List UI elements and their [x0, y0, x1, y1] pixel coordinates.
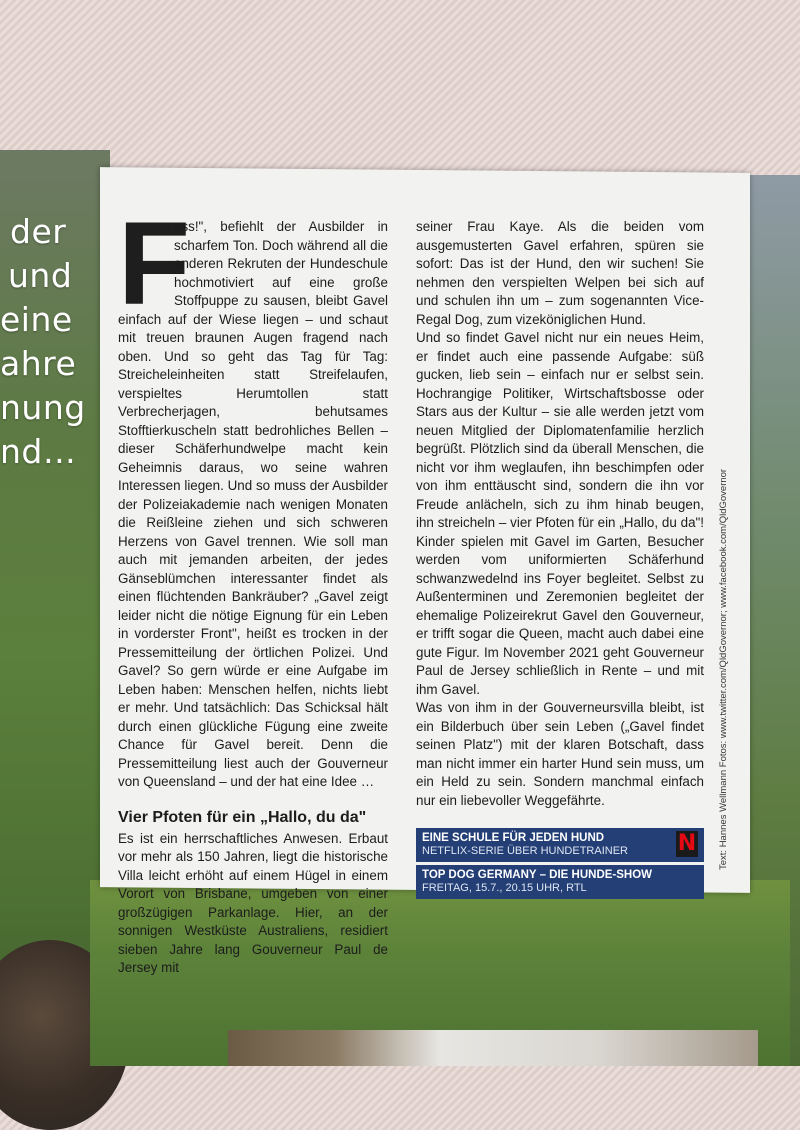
tv-tip-rtl [416, 865, 704, 899]
netflix-logo-icon: N [677, 831, 697, 856]
body-paragraph: Was von ihm in der Gouverneursvilla bleibt, ist ein Bilderbuch über sein Leben („Gavel findet seinen Platz") mit der klaren Botschaft, dass man nicht immer ein harter Hund sein muss, um ein Held zu sein. Sondern manchmal einfach nur ein liebevoller Weggefährte. [416, 700, 704, 808]
body-paragraph: Und so findet Gavel nicht nur ein neues Heim, er findet auch eine passende Aufgabe: süß gucken, lieb sein – einfach nur er selbst sein. Hochrangige Politiker, Wirtschaftsbosse oder Stars aus der Kultur – sie alle werden jetzt vom neuen Mitglied der Diplomatenfamilie herzlich begrüßt. Plötzlich sind da überall Menschen, die nicht vor ihm weglaufen, ihn beschimpfen oder von ihm enttäuscht sind, sondern die ihn vor Freude anlächeln, sich zu ihm hinab beugen, ihn streicheln – vier Pfoten für ein „Hallo, du da"! Kinder spielen mit Gavel im Garten, Besucher werden vom uniformierten Schäferhund schwanzwedelnd ins Foyer begleitet. Selbst zu Außenterminen und Zeremonien begleitet der ehemalige Polizeirekrut Gavel den Gouverneur, er trifft sogar die Queen, macht auch dabei eine gute Figur. Im November 2021 geht Gouverneur Paul de Jersey schließlich in Rente – und mit ihm Gavel. [416, 330, 704, 697]
body-paragraph: seiner Frau Kaye. Als die beiden vom ausgemusterten Gavel erfahren, spüren sie sofort: Das ist der Hund, den wir suchen! Sie nehmen den verspielten Welpen bei sich auf und schulen ihn um – zum sogenannten Vice-Regal Dog, zum vizeköniglichen Hund. [416, 219, 704, 327]
left-text-line: nung [0, 388, 86, 427]
left-page-headline-fragment [0, 210, 100, 474]
body-paragraph: Es ist ein herrschaftliches Anwesen. Erbaut vor mehr als 150 Jahren, liegt die historische Villa leicht erhöht auf einem Hügel in einem Vorort von Brisbane, umgeben von einer großzügigen Parkanlage. Hier, an der sonnigen Westküste Australiens, residiert sieben Jahre lang Gouverneur Paul de Jersey mit [118, 830, 388, 975]
tv-tip-subtitle: FREITAG, 15.7., 20.15 UHR, RTL [422, 882, 587, 894]
article-column-right [416, 218, 704, 902]
tv-tip-subtitle: NETFLIX-SERIE ÜBER HUNDETRAINER [422, 845, 628, 857]
tv-tip-title: TOP DOG GERMANY – DIE HUNDE-SHOW [422, 869, 653, 881]
left-text-line: eine [0, 300, 73, 339]
drop-cap: F [118, 198, 191, 330]
article-column-left [118, 198, 388, 978]
tv-tip-netflix [416, 828, 704, 862]
intro-paragraph: ass!", befiehlt der Ausbilder in scharfem Ton. Doch während all die anderen Rekruten der Hundeschule hochmotiviert auf eine große Stoffpuppe zu sausen, bleibt Gavel einfach auf der Wiese liegen – und schaut mit treuen braunen Augen fragend nach oben. Und so geht das Tag für Tag: Streicheleinheiten statt Streifelaufen, verspieltes Herumtollen statt Verbrecherjagen, behutsames Stofftierkuscheln statt bedrohliches Bellen – dieser Schäferhundwelpe macht kein Geheimnis daraus, wo seine wahren Interessen liegen. Und so muss der Ausbilder der Polizeiakademie nach wenigen Monaten die Reißleine ziehen und sich schweren Herzens von Gavel trennen. Wie soll man auch mit jemanden arbeiten, der jedes Gänseblümchen interessanter findet als einen flüchtenden Bankräuber? „Gavel zeigt leider nicht die nötige Eignung für ein Leben in vorderster Front", heißt es trocken in der Pressemitteilung der örtlichen Polizei. Und Gavel? So gern würde er eine Aufgabe im Leben haben: Menschen helfen, nichts liebt er mehr. Und tatsächlich: Das Schicksal hält durch einen glückliche Fügung eine zweite Chance für Gavel bereit. Denn die Pressemitteilung liest auch der Gouverneur von Queensland – und der hat eine Idee … [118, 219, 388, 789]
tv-tips [416, 828, 704, 899]
left-text-line: ahre [0, 344, 77, 383]
left-text-line: und [8, 256, 73, 295]
tv-tip-title: EINE SCHULE FÜR JEDEN HUND [422, 832, 605, 844]
photo-credit: Text: Hannes Wellmann Fotos: www.twitter.com/QldGovernor; www.facebook.com/QldGovernor [718, 468, 729, 870]
left-text-line: nd… [0, 432, 77, 471]
section-subheading: Vier Pfoten für ein „Hallo, du da" [118, 808, 367, 826]
left-text-line: der [10, 212, 67, 251]
bottom-photo-strip [228, 1030, 758, 1066]
